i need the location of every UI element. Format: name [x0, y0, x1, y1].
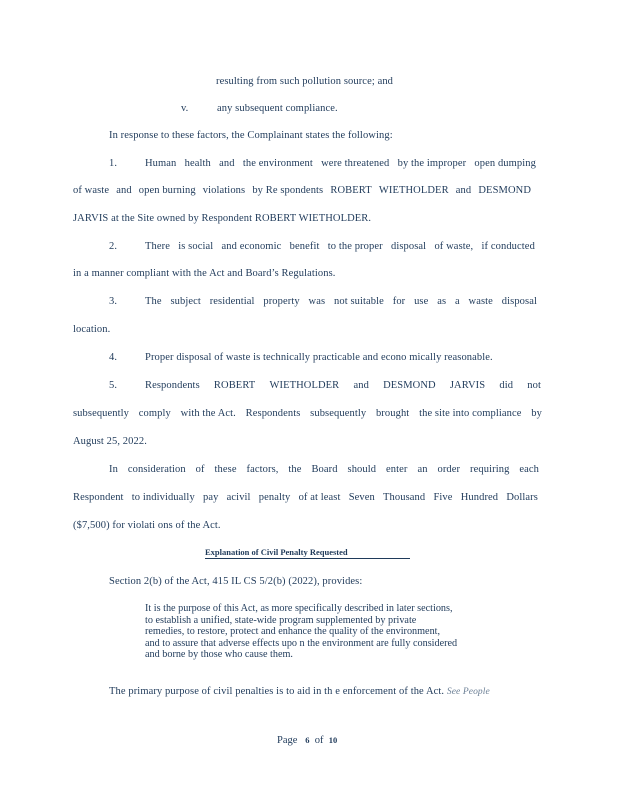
text-line: Respondent to individually pay acivil penalty of at least Seven Thousand Five Hundred Dollars — [73, 492, 538, 503]
text-line: In consideration of these factors, the Board should enter an order requiring each — [109, 464, 539, 475]
text-line: ($7,500) for violati ons of the Act. — [73, 520, 221, 531]
page-total: 10 — [328, 735, 338, 745]
text-line: JARVIS at the Site owned by Respondent ROBERT WIETHOLDER. — [73, 213, 372, 224]
paragraph-number: 4. — [109, 352, 118, 363]
quote-line: It is the purpose of this Act, as more specifically described in later sections, — [145, 603, 453, 614]
paragraph-number: 3. — [109, 296, 118, 307]
paragraph-number: 2. — [109, 241, 118, 252]
section-heading: Explanation of Civil Penalty Requested — [205, 547, 410, 559]
paragraph-number: 5. — [109, 380, 118, 391]
quote-line: and to assure that adverse effects upo n the environment are fully considered — [145, 637, 458, 649]
text-line: Human health and the environment were threatened by the improper open dumping — [145, 158, 536, 169]
paragraph-number: 1. — [109, 158, 118, 169]
citation-signal: See People — [446, 687, 490, 697]
text-line: There is social and economic benefit to the proper disposal of waste, if conducted — [145, 241, 535, 252]
page-number: 6 — [305, 735, 310, 745]
text-line: subsequently comply with the Act. Respondents subsequently brought the site into compliance by — [73, 408, 542, 419]
text-line: Proper disposal of waste is technically practicable and econo mically reasonable. — [145, 352, 493, 363]
block-quote — [145, 603, 500, 661]
text-line: resulting from such pollution source; and — [216, 76, 394, 87]
page-footer: Page 6 of 10 — [277, 735, 338, 746]
list-marker: v. — [181, 103, 189, 114]
text-line: Section 2(b) of the Act, 415 IL CS 5/2(b) (2022), provides: — [109, 576, 363, 587]
text-line: any subsequent compliance. — [217, 103, 338, 114]
quote-line: remedies, to restore, protect and enhance the quality of the environment, — [145, 626, 441, 637]
quote-line: and borne by those who cause them. — [145, 649, 293, 660]
text-line: The subject residential property was not suitable for use as a waste disposal — [145, 296, 537, 307]
text-line: in a manner compliant with the Act and Board’s Regulations. — [73, 268, 336, 279]
text-line: In response to these factors, the Complainant states the following: — [109, 130, 393, 141]
text-line: Respondents ROBERT WIETHOLDER and DESMOND JARVIS did not — [145, 380, 541, 391]
text-line: August 25, 2022. — [73, 436, 147, 447]
text-line: location. — [73, 324, 111, 335]
quote-line: to establish a unified, state-wide program supplemented by private — [145, 614, 417, 626]
text-line: of waste and open burning violations by Re spondents ROBERT WIETHOLDER and DESMOND — [73, 185, 531, 196]
text-line: The primary purpose of civil penalties is to aid in th e enforcement of the Act. See People — [109, 686, 490, 697]
